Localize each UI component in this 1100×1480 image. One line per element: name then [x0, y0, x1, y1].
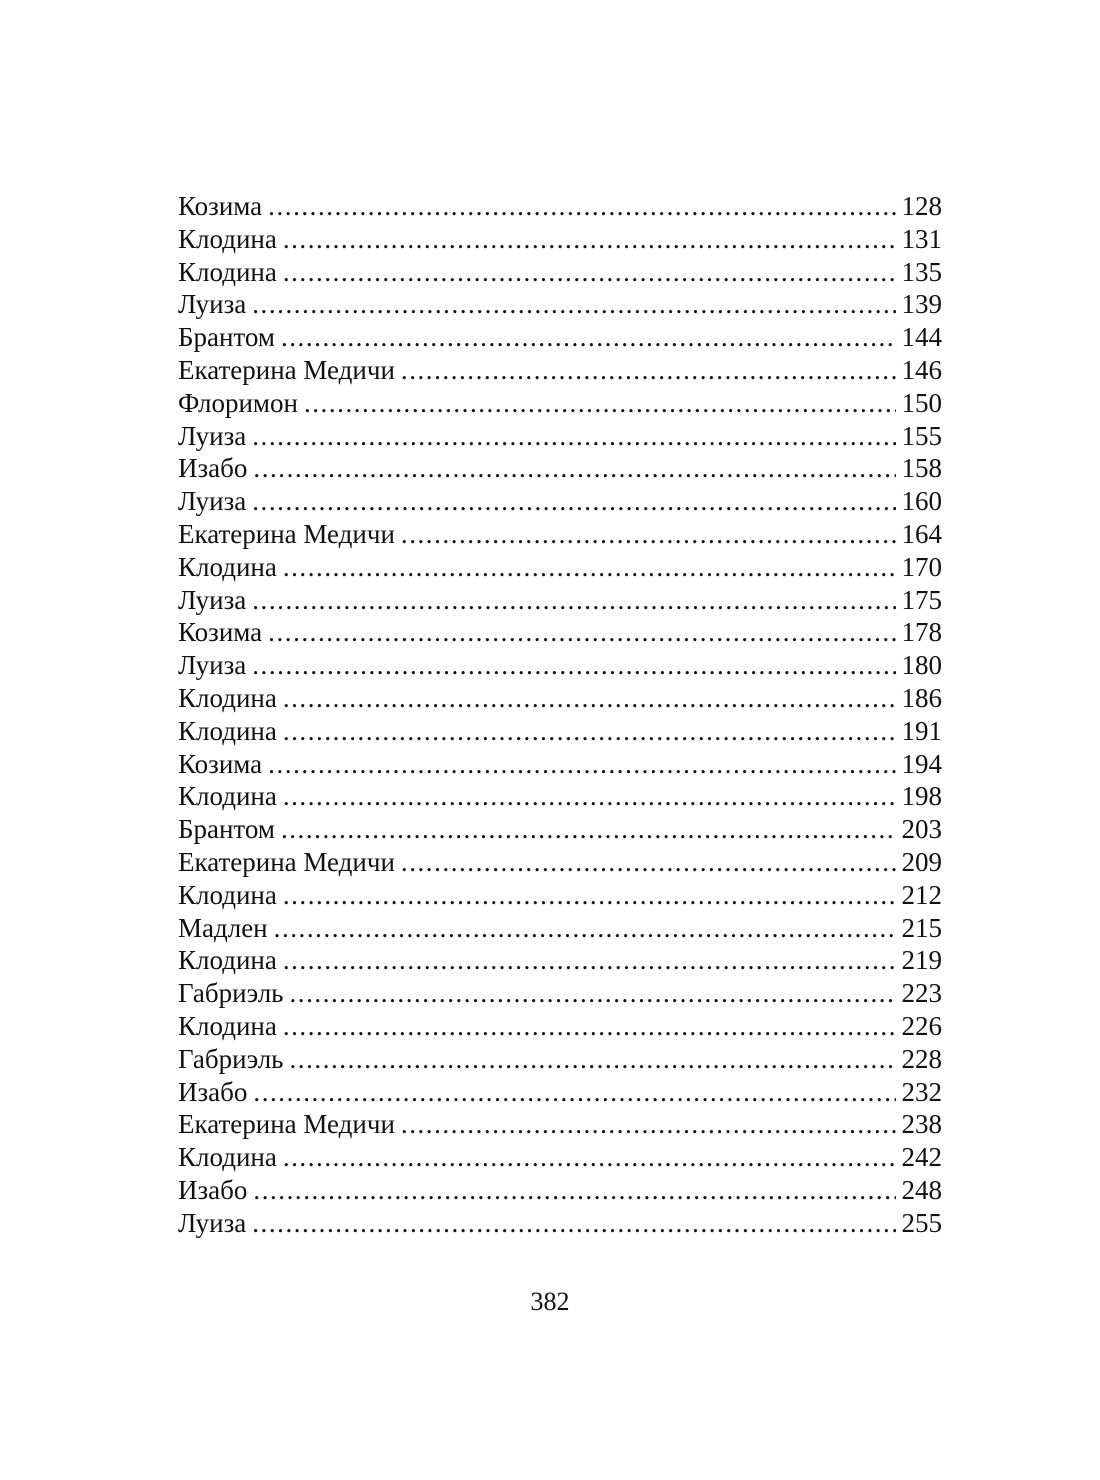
toc-entry-page: 248: [901, 1174, 942, 1205]
toc-entry: [178, 649, 942, 682]
toc-entry: [178, 780, 942, 813]
toc-entry: [178, 256, 942, 289]
toc-entry-page: 191: [901, 715, 942, 746]
toc-entry-title: Изабо: [178, 1076, 248, 1107]
toc-entry-title: Козима: [178, 191, 263, 221]
dot-leader: [253, 1076, 895, 1109]
toc-entry: [178, 879, 942, 912]
toc-entry-page: 255: [901, 1207, 942, 1238]
toc-entry-page: 219: [901, 945, 942, 976]
toc-entry: [178, 1010, 942, 1043]
toc-entry-title: Луиза: [178, 289, 247, 320]
toc-entry-page: 131: [901, 223, 942, 254]
toc-entry: [178, 223, 942, 256]
dot-leader: [252, 649, 895, 682]
toc-entry-title: Козима: [178, 748, 263, 779]
toc-entry: [178, 354, 942, 387]
toc-entry-title: Клодина: [178, 682, 277, 713]
dot-leader: [290, 1043, 896, 1076]
toc-entry: [178, 485, 942, 518]
toc-entry-page: 198: [901, 781, 942, 812]
toc-entry: [178, 452, 942, 485]
toc-entry-page: 128: [901, 191, 942, 221]
toc-entry-page: 228: [901, 1043, 942, 1074]
dot-leader: [283, 682, 896, 715]
toc-entry-title: Клодина: [178, 1010, 277, 1041]
toc-entry-page: 178: [901, 617, 942, 648]
toc-entry-title: Брантом: [178, 814, 275, 845]
dot-leader: [290, 977, 896, 1010]
toc-entry-title: Клодина: [178, 1142, 277, 1173]
toc-entry-title: Мадлен: [178, 912, 268, 943]
dot-leader: [283, 944, 896, 977]
toc-entry: [178, 1108, 942, 1141]
dot-leader: [283, 1010, 896, 1043]
dot-leader: [281, 813, 896, 846]
toc-entry: [178, 321, 942, 354]
dot-leader: [283, 551, 896, 584]
toc-entry-title: Изабо: [178, 453, 248, 484]
toc-entry: [178, 551, 942, 584]
toc-entry: [178, 1076, 942, 1109]
dot-leader: [268, 748, 895, 781]
dot-leader: [253, 452, 895, 485]
dot-leader: [281, 321, 896, 354]
toc-entry-page: 155: [901, 420, 942, 451]
toc-entry-page: 150: [901, 387, 942, 418]
toc-entry-page: 160: [901, 486, 942, 517]
dot-leader: [252, 288, 895, 321]
dot-leader: [252, 485, 895, 518]
toc-entry-page: 175: [901, 584, 942, 615]
toc-entry-title: Клодина: [178, 551, 277, 582]
toc-entry-title: Флоримон: [178, 387, 298, 418]
toc-entry-title: Клодина: [178, 945, 277, 976]
toc-entry-title: Клодина: [178, 715, 277, 746]
toc-entry-title: Екатерина Медичи: [178, 354, 395, 385]
toc-entry-title: Екатерина Медичи: [178, 846, 395, 877]
toc-entry-page: 164: [901, 518, 942, 549]
toc-entry: [178, 715, 942, 748]
toc-entry-page: 223: [901, 978, 942, 1009]
table-of-contents: [178, 190, 942, 1240]
toc-entry-title: Луиза: [178, 1207, 247, 1238]
toc-entry-title: Екатерина Медичи: [178, 518, 395, 549]
toc-entry: [178, 1043, 942, 1076]
toc-entry-title: Клодина: [178, 223, 277, 254]
toc-entry: [178, 1141, 942, 1174]
toc-entry-page: 146: [901, 354, 942, 385]
dot-leader: [252, 420, 895, 453]
toc-entry-page: 212: [901, 879, 942, 910]
toc-entry-page: 238: [901, 1109, 942, 1140]
toc-entry: [178, 190, 942, 223]
dot-leader: [268, 190, 895, 223]
toc-entry: [178, 288, 942, 321]
toc-entry: [178, 420, 942, 453]
toc-entry-title: Луиза: [178, 486, 247, 517]
dot-leader: [401, 354, 896, 387]
toc-entry: [178, 912, 942, 945]
toc-entry: [178, 846, 942, 879]
toc-entry-page: 209: [901, 846, 942, 877]
dot-leader: [283, 223, 896, 256]
toc-entry-page: 226: [901, 1010, 942, 1041]
page-number: 382: [530, 1287, 570, 1316]
toc-entry-page: 135: [901, 256, 942, 287]
dot-leader: [304, 387, 896, 420]
toc-entry: [178, 616, 942, 649]
toc-entry-title: Изабо: [178, 1174, 248, 1205]
toc-entry: [178, 748, 942, 781]
dot-leader: [401, 518, 896, 551]
toc-entry-title: Клодина: [178, 879, 277, 910]
dot-leader: [253, 1174, 895, 1207]
toc-entry: [178, 518, 942, 551]
toc-entry-title: Брантом: [178, 322, 275, 353]
toc-entry-title: Козима: [178, 617, 263, 648]
toc-entry-page: 215: [901, 912, 942, 943]
dot-leader: [283, 715, 896, 748]
dot-leader: [283, 256, 896, 289]
toc-entry-page: 194: [901, 748, 942, 779]
toc-entry-title: Луиза: [178, 420, 247, 451]
toc-entry-title: Екатерина Медичи: [178, 1109, 395, 1140]
toc-entry-page: 158: [901, 453, 942, 484]
dot-leader: [283, 879, 896, 912]
toc-entry-page: 170: [901, 551, 942, 582]
toc-entry-title: Луиза: [178, 584, 247, 615]
dot-leader: [274, 912, 896, 945]
toc-entry: [178, 813, 942, 846]
toc-entry-title: Луиза: [178, 650, 247, 681]
toc-entry: [178, 977, 942, 1010]
dot-leader: [268, 616, 895, 649]
toc-entry-page: 242: [901, 1142, 942, 1173]
dot-leader: [401, 846, 896, 879]
toc-entry: [178, 1174, 942, 1207]
toc-entry-page: 186: [901, 682, 942, 713]
toc-entry-title: Клодина: [178, 781, 277, 812]
toc-entry-page: 203: [901, 814, 942, 845]
toc-entry-title: Клодина: [178, 256, 277, 287]
dot-leader: [401, 1108, 896, 1141]
toc-entry: [178, 944, 942, 977]
toc-entry-page: 180: [901, 650, 942, 681]
toc-entry-page: 139: [901, 289, 942, 320]
toc-entry: [178, 584, 942, 617]
dot-leader: [252, 584, 895, 617]
toc-entry-title: Габриэль: [178, 978, 284, 1009]
dot-leader: [252, 1207, 895, 1240]
toc-entry: [178, 682, 942, 715]
toc-entry: [178, 387, 942, 420]
toc-entry-page: 232: [901, 1076, 942, 1107]
dot-leader: [283, 1141, 896, 1174]
toc-entry: [178, 1207, 942, 1240]
dot-leader: [283, 780, 896, 813]
toc-entry-title: Габриэль: [178, 1043, 284, 1074]
toc-entry-page: 144: [901, 322, 942, 353]
